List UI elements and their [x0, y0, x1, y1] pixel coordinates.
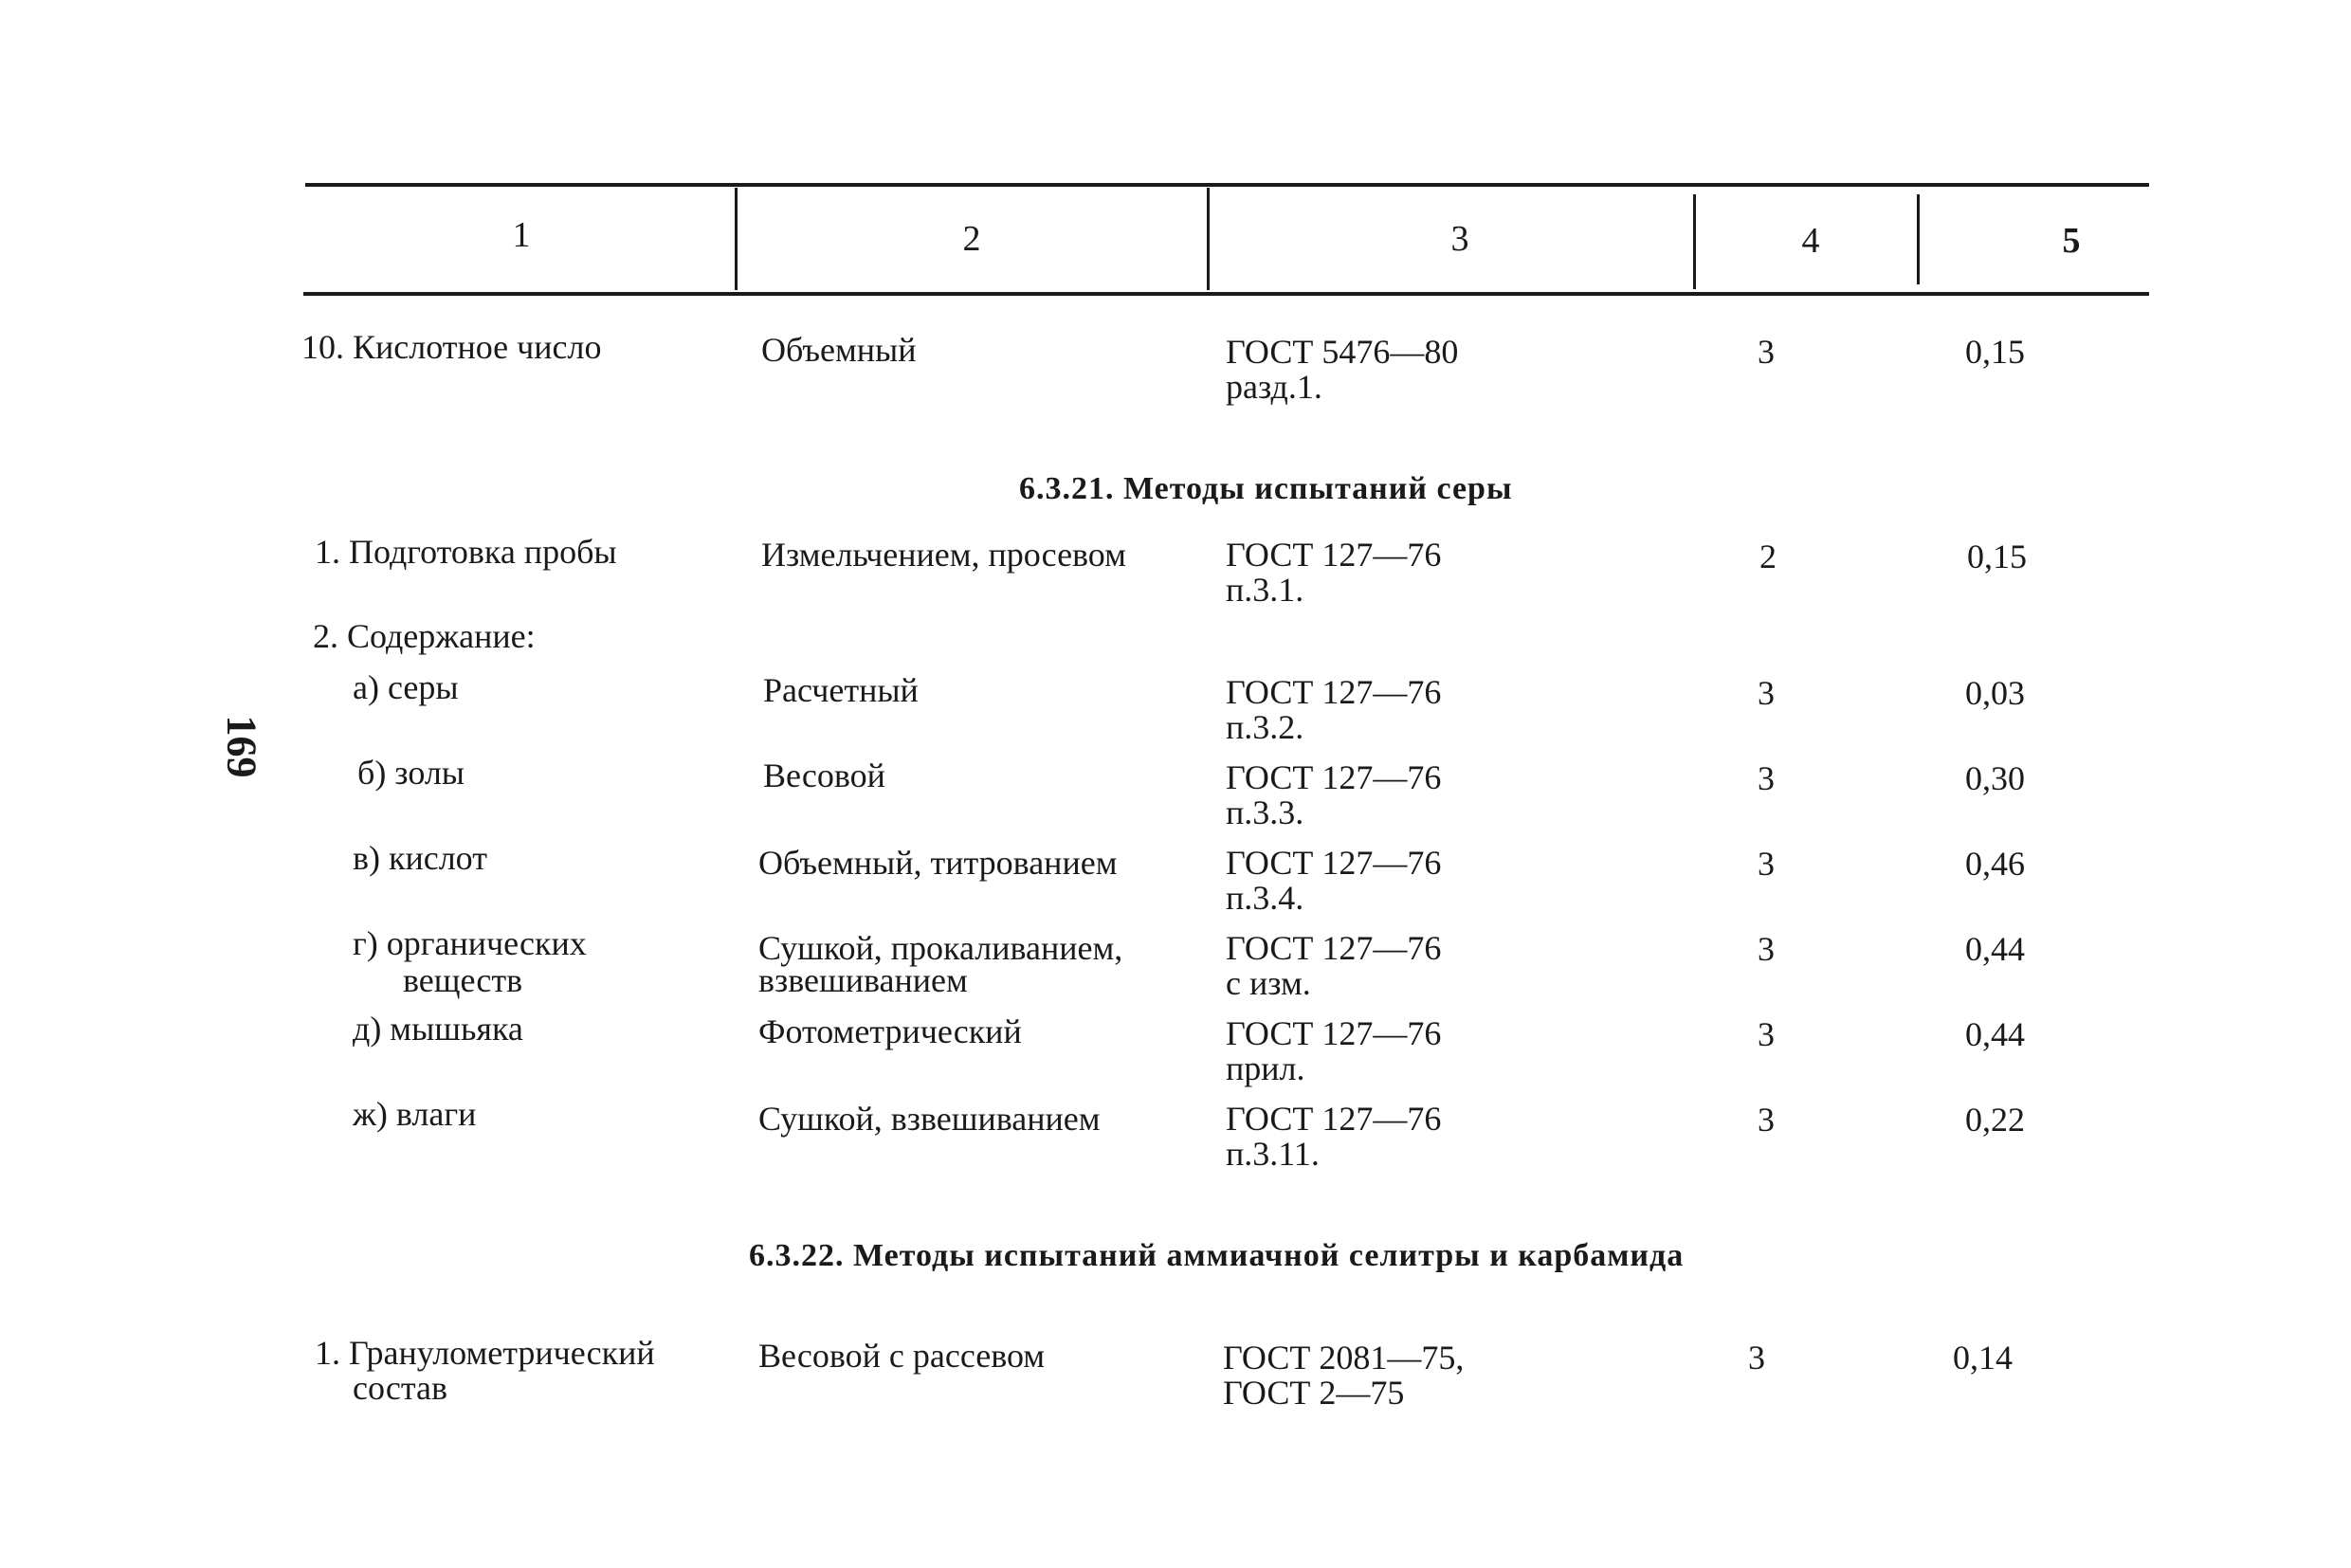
section-6-3-21-title: 6.3.21. Методы испытаний серы	[1019, 471, 1513, 506]
sulfur-content-arsenic-col4: 3	[1758, 1015, 1775, 1053]
header-bottom-rule	[303, 292, 2149, 296]
header-separator-2	[1207, 188, 1210, 290]
sulfur-content-acids-gost-1: ГОСТ 127—76	[1226, 844, 1442, 882]
page-number: 169	[218, 715, 265, 778]
granulometric-name-2: состав	[353, 1369, 448, 1407]
header-separator-4	[1917, 194, 1920, 284]
sulfur-content-arsenic-col5: 0,44	[1965, 1015, 2025, 1053]
sulfur-content-arsenic-name: д) мышьяка	[353, 1010, 523, 1048]
granulometric-method: Весовой с рассевом	[758, 1337, 1046, 1375]
sulfur-sample-prep-method: Измельчением, просевом	[761, 536, 1126, 574]
granulometric-gost-2: ГОСТ 2—75	[1223, 1374, 1405, 1412]
sulfur-content-ash-method: Весовой	[763, 757, 885, 794]
header-separator-1	[735, 188, 738, 290]
sulfur-content-acids-col4: 3	[1758, 845, 1775, 883]
header-col-2: 2	[962, 219, 981, 259]
section-6-3-22-title: 6.3.22. Методы испытаний аммиачной селитры и карбамида	[749, 1238, 1685, 1273]
sulfur-content-acids-gost-2: п.3.4.	[1226, 879, 1304, 917]
sulfur-content-moisture-gost-1: ГОСТ 127—76	[1226, 1100, 1442, 1138]
sulfur-content-organic-method-1: Сушкой, прокаливанием,	[758, 929, 1123, 967]
row-acid-number-gost-1: ГОСТ 5476—80	[1226, 333, 1459, 371]
header-col-5: 5	[2062, 221, 2081, 261]
sulfur-sample-prep-name: 1. Подготовка пробы	[315, 533, 617, 571]
sulfur-content-acids-method: Объемный, титрованием	[758, 844, 1118, 882]
sulfur-content-ash-col5: 0,30	[1965, 759, 2025, 797]
sulfur-content-ash-col4: 3	[1758, 759, 1775, 797]
row-acid-number-method: Объемный	[761, 331, 917, 369]
sulfur-content-arsenic-method: Фотометрический	[758, 1012, 1022, 1050]
sulfur-content-organic-name-1: г) органических	[353, 924, 587, 962]
row-acid-number-col5: 0,15	[1965, 333, 2025, 371]
sulfur-content-acids-col5: 0,46	[1965, 845, 2025, 883]
sulfur-content-organic-gost-1: ГОСТ 127—76	[1226, 929, 1442, 967]
sulfur-content-organic-name-2: веществ	[403, 961, 523, 999]
sulfur-content-sulfur-name: а) серы	[353, 668, 459, 706]
sulfur-content-arsenic-gost-2: прил.	[1226, 1049, 1305, 1087]
header-col-1: 1	[512, 215, 531, 255]
sulfur-content-sulfur-method: Расчетный	[763, 671, 919, 709]
sulfur-content-moisture-name: ж) влаги	[353, 1095, 477, 1133]
sulfur-content-moisture-method: Сушкой, взвешиванием	[758, 1100, 1101, 1138]
granulometric-col4: 3	[1748, 1339, 1765, 1377]
granulometric-gost-1: ГОСТ 2081—75,	[1223, 1339, 1465, 1377]
sulfur-content-sulfur-gost-2: п.3.2.	[1226, 708, 1304, 746]
sulfur-content-moisture-gost-2: п.3.11.	[1226, 1135, 1320, 1173]
sulfur-content-ash-name: б) золы	[357, 754, 465, 792]
sulfur-content-sulfur-gost-1: ГОСТ 127—76	[1226, 673, 1442, 711]
sulfur-content-ash-gost-1: ГОСТ 127—76	[1226, 758, 1442, 796]
header-col-4: 4	[1801, 221, 1820, 261]
row-acid-number-col4: 3	[1758, 333, 1775, 371]
granulometric-name-1: 1. Гранулометрический	[315, 1334, 655, 1372]
sulfur-sample-prep-gost-1: ГОСТ 127—76	[1226, 536, 1442, 574]
sulfur-sample-prep-col4: 2	[1759, 538, 1777, 575]
sulfur-content-ash-gost-2: п.3.3.	[1226, 793, 1304, 831]
header-top-rule	[305, 183, 2149, 187]
granulometric-col5: 0,14	[1953, 1339, 2013, 1377]
row-acid-number-name: 10. Кислотное число	[301, 328, 602, 366]
sulfur-content-organic-col4: 3	[1758, 930, 1775, 968]
sulfur-content-sulfur-col4: 3	[1758, 674, 1775, 712]
sulfur-content-organic-gost-2: с изм.	[1226, 964, 1311, 1002]
sulfur-sample-prep-gost-2: п.3.1.	[1226, 571, 1304, 609]
sulfur-content-organic-method-2: взвешиванием	[758, 961, 968, 999]
header-separator-3	[1693, 194, 1696, 289]
sulfur-content-sulfur-col5: 0,03	[1965, 674, 2025, 712]
sulfur-sample-prep-col5: 0,15	[1967, 538, 2027, 575]
sulfur-content-organic-col5: 0,44	[1965, 930, 2025, 968]
sulfur-content-arsenic-gost-1: ГОСТ 127—76	[1226, 1014, 1442, 1052]
sulfur-content-moisture-col5: 0,22	[1965, 1101, 2025, 1139]
row-acid-number-gost-2: разд.1.	[1226, 368, 1322, 406]
header-col-3: 3	[1450, 219, 1469, 259]
sulfur-content-acids-name: в) кислот	[353, 839, 487, 877]
sulfur-content-heading: 2. Содержание:	[313, 617, 536, 655]
sulfur-content-moisture-col4: 3	[1758, 1101, 1775, 1139]
